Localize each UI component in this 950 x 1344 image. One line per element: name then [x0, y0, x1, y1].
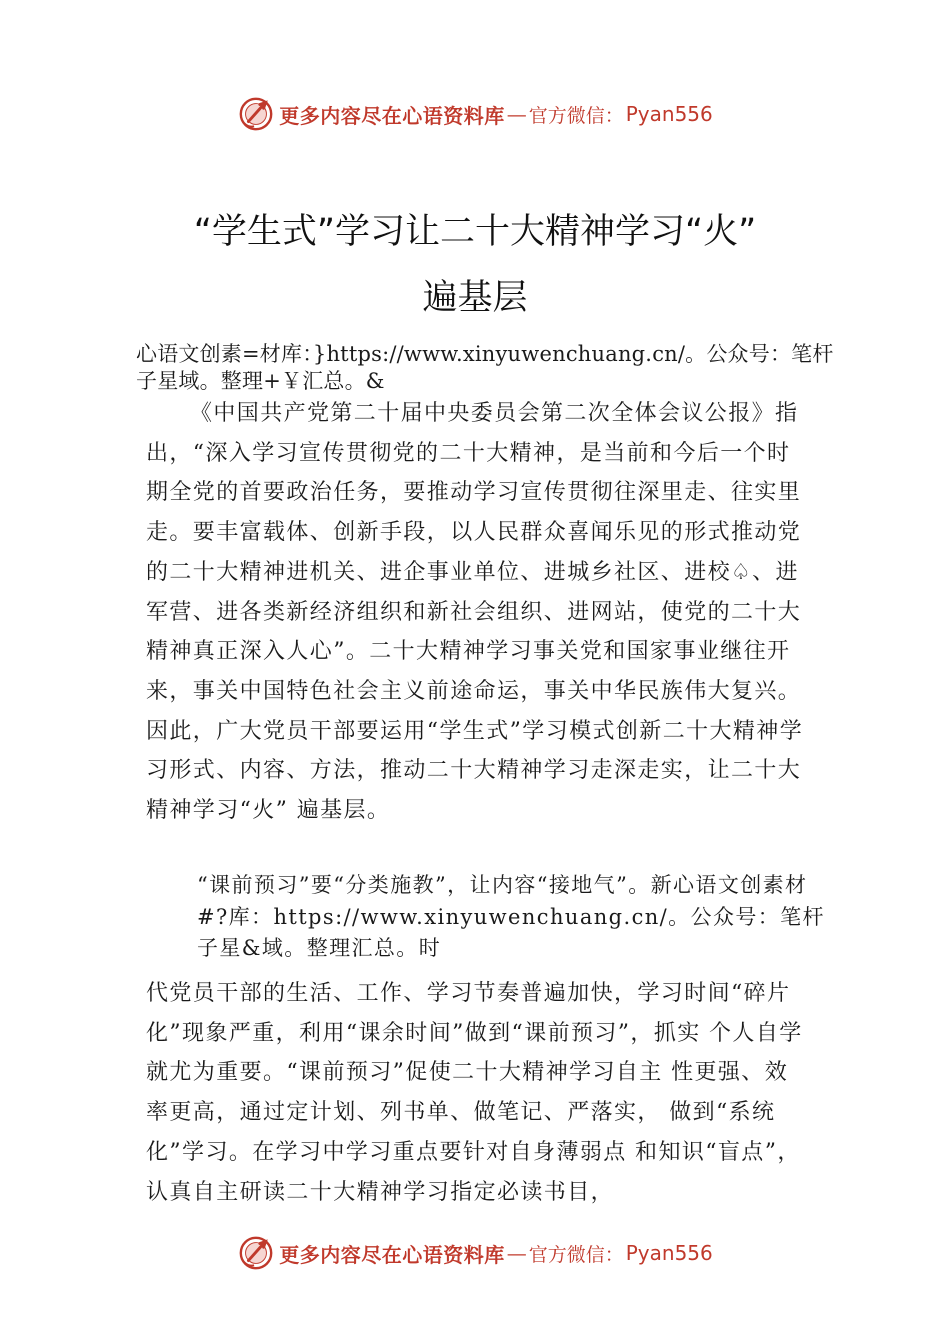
seal-stamp-icon	[237, 1234, 275, 1272]
banner-main-text: 更多内容尽在心语资料库	[279, 1242, 505, 1267]
header-banner	[0, 92, 950, 136]
paragraph-1: 《中国共产党第二十届中央委员会第二次全体会议公报》指出，“深入学习宣传贯彻党的二十大精神，是当前和今后一个时期全党的首要政治任务，要推动学习宣传贯彻往深里走、往实里走。要丰富载体、创新手段，以人民群众喜闻乐见的形式推动党的二十大精神进机关、进企事业单位、进城乡社区、进校♤、进军营、进各类新经济组织和新社会组织、进网站，使党的二十大精神真正深入人心”。二十大精神学习事关党和国家事业继往开来，事关中国特色社会主义前途命运，事关中华民族伟大复兴。因此，广大党员干部要运用“学生式”学习模式创新二十大精神学习形式、内容、方法，推动二十大精神学习走深走实，让二十大精神学习“火” 遍基层。	[146, 401, 804, 824]
page-title-line-2: 遍基层	[422, 278, 528, 318]
source-note-1: 心语文创素=材库：}https://www.xinyuwenchuang.cn/。公众号：笔杆子星域。整理+￥汇总。&	[136, 342, 834, 393]
paragraph-2: 代党员干部的生活、工作、学习节奏普遍加快，学习时间“碎片化”现象严重，利用“课余时间”做到“课前预习”，抓实 个人自学就尤为重要。“课前预习”促使二十大精神学习自主 性更强、效率更高，通过定计划、列书单、做笔记、严落实， 做到“系统化”学习。在学习中学习重点要针对自身薄弱点 和知识“盲点”，认真自主研读二十大精神学习指定必读书目，	[146, 981, 803, 1205]
footer-banner	[0, 1231, 950, 1275]
page-title-line-1: “学生式”学习让二十大精神学习“火”	[193, 212, 757, 252]
banner-main-text: 更多内容尽在心语资料库	[279, 103, 505, 128]
seal-stamp-icon	[237, 95, 275, 133]
banner-wechat-label: 官方微信：	[528, 104, 624, 127]
banner-dash: —	[506, 1241, 527, 1265]
banner-wechat-id: Pyan556	[625, 1241, 713, 1265]
source-note-2: “课前预习”要“分类施教”，让内容“接地气”。新心语文创素材#?库：https://www.xinyuwenchuang.cn/。公众号：笔杆子星&域。整理汇总。时	[197, 873, 825, 960]
banner-wechat-label: 官方微信：	[528, 1243, 624, 1266]
banner-dash: —	[506, 102, 527, 126]
banner-wechat-id: Pyan556	[625, 102, 713, 126]
